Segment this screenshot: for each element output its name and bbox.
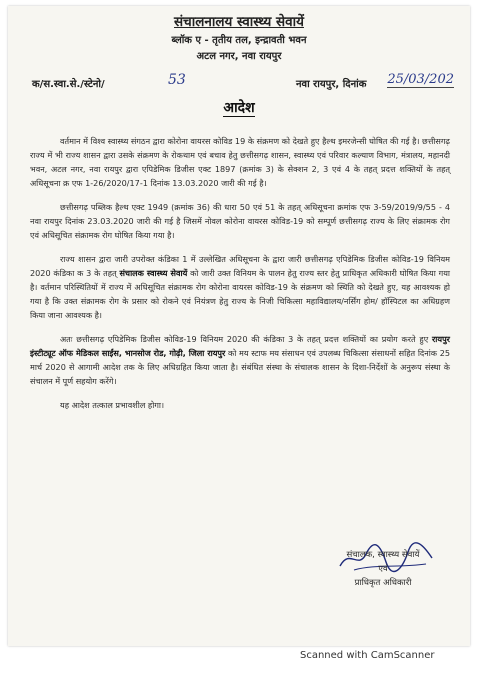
handwritten-date: 25/03/202 — [387, 72, 454, 87]
place-date-label: नवा रायपुर, दिनांक — [296, 79, 367, 90]
paragraph-2: छत्तीसगढ़ पब्लिक हैल्थ एक्ट 1949 (क्रमांक 36) की धारा 50 एवं 51 के तहत् अधिसूचना क्रमांक एफ 3-59/2019/9/55 - 4 नवा रायपुर दिनांक 23.03.2020 जारी की गई है जिसमें नोवल कोरोना वायरस कोविड-19 को सम्पूर्ण छत्तीसगढ़ राज्य के लिए संक्रामक रोग एवं अधिसूचित संक्रामक रोग घोषित किया गया है। — [30, 202, 450, 240]
address-line-1: ब्लॉक ए - तृतीय तल, इन्द्रावती भवन — [171, 35, 307, 46]
signatory-title: संचालक, स्वास्थ्य सेवायें — [346, 550, 420, 560]
paragraph-4-part-a: अतः छत्तीसगढ़ एपिडेमिक डिजीस कोविड-19 विनियम 2020 की कंडिका 3 के तहत् प्रदत्त शक्तियों का प्रयोग करते हुए — [60, 334, 432, 344]
paragraph-4-bold: रायपुर इंस्टीट्यूट ऑफ मेडिकल साईंस, भानसोज रोड, गोढ़ी, जिला रायपुर — [30, 334, 450, 358]
scanner-watermark: Scanned with CamScanner — [300, 650, 435, 661]
reference-prefix: क/स.स्वा.से./स्टेनो/ — [32, 79, 105, 90]
signatory-and: एवं — [378, 564, 388, 574]
paragraph-1: वर्तमान में विश्व स्वास्थ्य संगठन द्वारा कोरोना वायरस कोविड 19 के संक्रमण को देखते हुए हैल्थ इमरजेन्सी घोषित की गई है। छत्तीसगढ़ राज्य में भी राज्य शासन द्वारा उसके संक्रमण के रोकथाम एवं बचाव हेतु छत्तीसगढ़ शासन, स्वास्थ्य एवं परिवार कल्याण विभाग, मंत्रालय, महानदी भवन, अटल नगर, नवा रायपुर द्वारा एपिडेमिक डिजीस एक्ट 1897 (क्रमांक 3) के सेक्शन 2, 3 एवं 4 के तहत् प्रदत्त शक्तियों के तहत् अधिसूचना क्र एफ 1-26/2020/17-1 दिनांक 13.03.2020 जारी की गई है। — [30, 136, 450, 188]
letterhead — [8, 12, 470, 62]
organization-name: संचालनालय स्वास्थ्य सेवायें — [174, 14, 304, 30]
paragraph-5: यह आदेश तत्काल प्रभावशील होगा। — [60, 400, 165, 410]
paragraph-3-part-a: राज्य शासन द्वारा जारी उपरोक्त कंडिका 1 में उल्लेखित अधिसूचना के द्वारा जारी छत्तीसगढ़ एपिडेमिक डिजीस कोविड-19 विनियम 2020 कंडिका क 3 के तहत् — [30, 254, 450, 278]
reference-number: 53 — [168, 72, 186, 88]
paragraph-4 — [30, 332, 450, 388]
paragraph-4-part-c: को मय स्टाफ मय संसाधन एवं उपलब्ध चिकित्सा संसाधनों सहित दिनांक 25 मार्च 2020 से आगामी आदेश तक के लिए अधिग्रहित किया जाता है। संबंधित संस्था के संचालक शासन के दिशा-निर्देशों के अनुरूप संस्था के संचालन में पूर्ण सहयोग करेंगे। — [30, 348, 450, 386]
paragraph-3-part-c: को जारी उक्त विनियम के पालन हेतु राज्य स्तर हेतु प्राधिकृत अधिकारी घोषित किया गया है। वर्तमान परिस्थितियों में राज्य में अधिसूचित संक्रामक रोग कोरोना वायरस कोविड-19 के संक्रमण को स्थिति को देखते हुए, यह आवश्यक हो गया है कि उक्त संक्रामक रोग के प्रसार को रोकने एवं नियंत्रण हेतु राज्य के निजी चिकित्सा महाविद्यालय/नर्सिंग होम/ हॉस्पिटल का अधिग्रहण किया जाना आवश्यक है। — [30, 268, 450, 320]
paragraph-3-bold: संचालक स्वास्थ्य सेवायें — [119, 268, 188, 278]
address-line-2: अटल नगर, नवा रायपुर — [196, 51, 282, 62]
paragraph-3 — [30, 252, 450, 322]
signature-block — [318, 548, 448, 590]
order-title — [8, 98, 470, 117]
order-title-text: आदेश — [223, 100, 255, 116]
order-body — [30, 134, 450, 422]
signatory-role: प्राधिकृत अधिकारी — [354, 578, 412, 588]
reference-line — [32, 72, 454, 94]
